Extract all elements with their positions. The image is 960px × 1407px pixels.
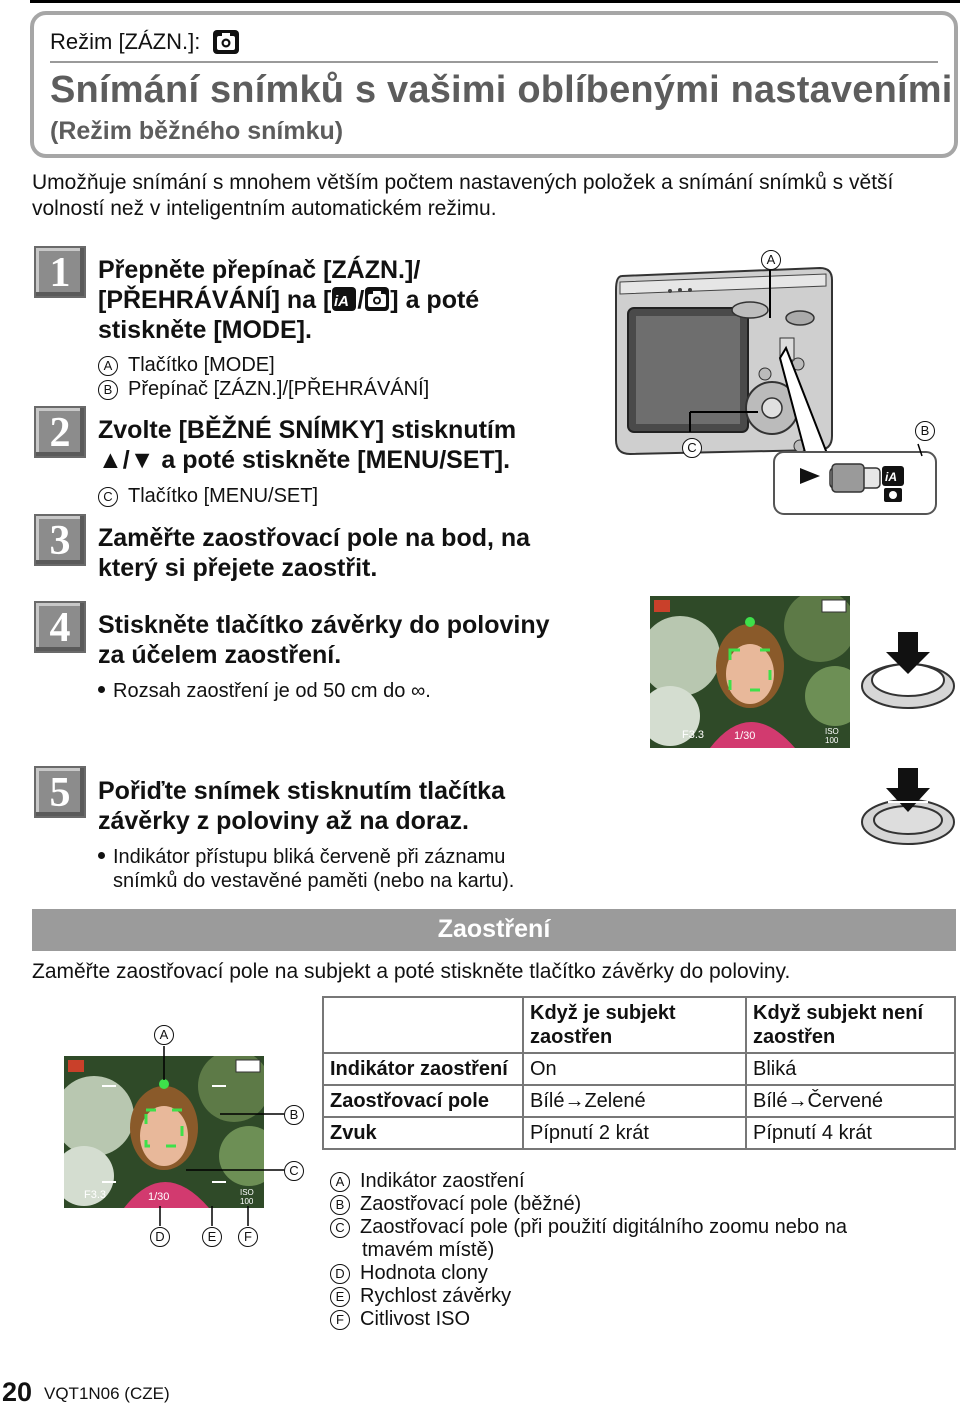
- legend-text: Zaostřovací pole (běžné): [360, 1193, 582, 1215]
- svg-text:1/30: 1/30: [734, 730, 756, 742]
- step-5-bullet-line2: snímků do vestavěné paměti (nebo na kartu).: [113, 870, 515, 892]
- legend-item: [330, 1193, 581, 1216]
- lcd-preview-image: [650, 596, 850, 748]
- step-5-line1: Pořiďte snímek stisknutím tlačítka: [98, 777, 505, 805]
- step-1-line1: Přepněte přepínač [ZÁZN.]/: [98, 256, 421, 284]
- step-3-heading: [98, 523, 530, 583]
- svg-text:iA: iA: [334, 293, 350, 310]
- legend-letter: C: [330, 1218, 350, 1238]
- page-subtitle: (Režim běžného snímku): [50, 117, 344, 145]
- title-box: [30, 11, 958, 158]
- legend-letter: F: [330, 1310, 350, 1330]
- focus-table: [322, 996, 956, 1150]
- bullet-icon: [98, 686, 105, 693]
- lcd-label-e: E: [202, 1227, 222, 1247]
- diagram-label-c: C: [682, 438, 702, 458]
- note-text: Přepínač [ZÁZN.]/[PŘEHRÁVÁNÍ]: [128, 378, 430, 400]
- step-3-line1: Zaměřte zaostřovací pole na bod, na: [98, 524, 531, 552]
- lcd2-iso-label: ISO: [240, 1188, 254, 1197]
- step-4-line2: za účelem zaostření.: [98, 641, 342, 669]
- legend-item-continued: tmavém místě): [362, 1239, 495, 1261]
- step-3-number: 3: [34, 514, 86, 566]
- camera-icon: [364, 286, 390, 312]
- step-1-number: 1: [34, 246, 86, 298]
- svg-text:iA: iA: [885, 470, 897, 484]
- step-1-line2c: ] a poté: [390, 286, 480, 314]
- step-2-line2: ▲/▼ a poté stiskněte [MENU/SET].: [98, 446, 511, 474]
- step-1-note-a: [98, 353, 275, 377]
- camera-mode-icon: [212, 29, 240, 55]
- step-5-bullet-line1: [98, 845, 514, 869]
- intro-text: Umožňuje snímání s mnohem větším počtem nastavených položek a snímání snímků s větší volností než v inteligentním automatickém režimu.: [32, 171, 894, 220]
- step-4-line1: Stiskněte tlačítko závěrky do poloviny: [98, 611, 550, 639]
- legend-item: [330, 1216, 847, 1239]
- table-header-cell: Když je subjekt zaostřen: [523, 997, 746, 1053]
- page-title: Snímání snímků s vašimi oblíbenými nastaveními: [50, 69, 953, 111]
- legend-text: Rychlost závěrky: [360, 1285, 512, 1307]
- step-2-heading: [98, 415, 516, 475]
- lcd2-aperture: F3.3: [84, 1189, 107, 1201]
- step-1-line2b: /: [357, 286, 365, 314]
- lcd-leader-lines: [60, 1040, 300, 1240]
- step-2-number: 2: [34, 406, 86, 458]
- lcd-label-b: B: [284, 1105, 304, 1125]
- table-cell: Zvuk: [323, 1117, 523, 1149]
- camera-illustration: [600, 246, 950, 526]
- focus-intro-text: Zaměřte zaostřovací pole na subjekt a poté stiskněte tlačítko závěrky do poloviny.: [32, 960, 791, 983]
- legend-letter: D: [330, 1264, 350, 1284]
- bullet-icon: [98, 852, 105, 859]
- legend-text: Hodnota clony: [360, 1262, 488, 1284]
- legend-text: Indikátor zaostření: [360, 1170, 525, 1192]
- bullet-text: Rozsah zaostření je od 50 cm do ∞.: [113, 680, 431, 702]
- table-cell: Bliká: [746, 1053, 955, 1085]
- diagram-label-b: B: [915, 421, 935, 441]
- label-c-circle: C: [98, 487, 118, 507]
- step-1-heading: [98, 255, 479, 345]
- step-4-heading: [98, 610, 550, 670]
- legend-letter: B: [330, 1195, 350, 1215]
- table-row: [323, 1085, 955, 1117]
- lcd-iso: [825, 727, 839, 745]
- table-row: [323, 1053, 955, 1085]
- legend-letter: E: [330, 1287, 350, 1307]
- mode-label: Režim [ZÁZN.]:: [50, 29, 201, 54]
- shutter-full-press-icon: [860, 768, 956, 848]
- focus-section-band: [32, 909, 956, 951]
- bullet-text: Indikátor přístupu bliká červeně při záznamu: [113, 846, 506, 868]
- step-5-bullet: [98, 845, 514, 893]
- page-number: 20: [2, 1377, 33, 1407]
- legend-letter: A: [330, 1172, 350, 1192]
- lcd-label-f: F: [238, 1227, 258, 1247]
- legend-item: [330, 1285, 511, 1308]
- step-1-note-b: [98, 377, 429, 401]
- top-rule: [30, 0, 960, 3]
- lcd-label-d: D: [150, 1227, 170, 1247]
- table-header-row: [323, 997, 955, 1053]
- step-1-line2: [98, 285, 479, 315]
- legend-item: [330, 1170, 525, 1193]
- step-3-line2: který si přejete zaostřit.: [98, 554, 378, 582]
- table-cell: Pípnutí 2 krát: [523, 1117, 746, 1149]
- lcd-label-a: A: [154, 1025, 174, 1045]
- step-5-line2: závěrky z poloviny až na doraz.: [98, 807, 469, 835]
- diagram-label-a: A: [761, 250, 781, 270]
- label-b-circle: B: [98, 380, 118, 400]
- step-4-number: 4: [34, 601, 86, 653]
- note-text: Tlačítko [MENU/SET]: [128, 485, 319, 507]
- document-code: VQT1N06 (CZE): [44, 1384, 170, 1403]
- note-text: Tlačítko [MODE]: [128, 354, 275, 376]
- shutter-half-press-icon: [860, 632, 956, 712]
- table-cell: Bílé→Červené: [746, 1085, 955, 1117]
- table-header-cell: Když subjekt není zaostřen: [746, 997, 955, 1053]
- step-1-line3: stiskněte [MODE].: [98, 316, 312, 344]
- table-cell: Zaostřovací pole: [323, 1085, 523, 1117]
- svg-text:1/30: 1/30: [148, 1191, 170, 1203]
- table-row: [323, 1117, 955, 1149]
- table-cell: Bílé→Zelené: [523, 1085, 746, 1117]
- legend-text: Zaostřovací pole (při použití digitálního zoomu nebo na: [360, 1216, 847, 1238]
- step-2-note-c: [98, 484, 318, 508]
- step-2-line1: Zvolte [BĚŽNÉ SNÍMKY] stisknutím: [98, 416, 517, 444]
- table-cell: Pípnutí 4 krát: [746, 1117, 955, 1149]
- lcd2-iso-value: 100: [240, 1197, 254, 1206]
- step-5-heading: [98, 776, 505, 836]
- label-a-circle: A: [98, 356, 118, 376]
- lcd-iso-label: ISO: [825, 727, 839, 736]
- mode-line: [50, 29, 240, 55]
- table-cell: Indikátor zaostření: [323, 1053, 523, 1085]
- table-cell: On: [523, 1053, 746, 1085]
- lcd-aperture: F3.3: [682, 729, 705, 741]
- table-header-cell: [323, 997, 523, 1053]
- focus-section-heading: Zaostření: [437, 915, 551, 943]
- step-4-bullet: [98, 679, 431, 703]
- legend-text: Citlivost ISO: [360, 1308, 471, 1330]
- step-5-number: 5: [34, 766, 86, 818]
- lcd-label-c: C: [284, 1161, 304, 1181]
- legend-item: [330, 1262, 488, 1285]
- lcd-iso-value: 100: [825, 736, 839, 745]
- step-1-line2a: [PŘEHRÁVÁNÍ] na [: [98, 286, 332, 314]
- title-separator: [50, 61, 938, 63]
- legend-item: [330, 1308, 470, 1331]
- intelligent-auto-icon: [331, 286, 357, 312]
